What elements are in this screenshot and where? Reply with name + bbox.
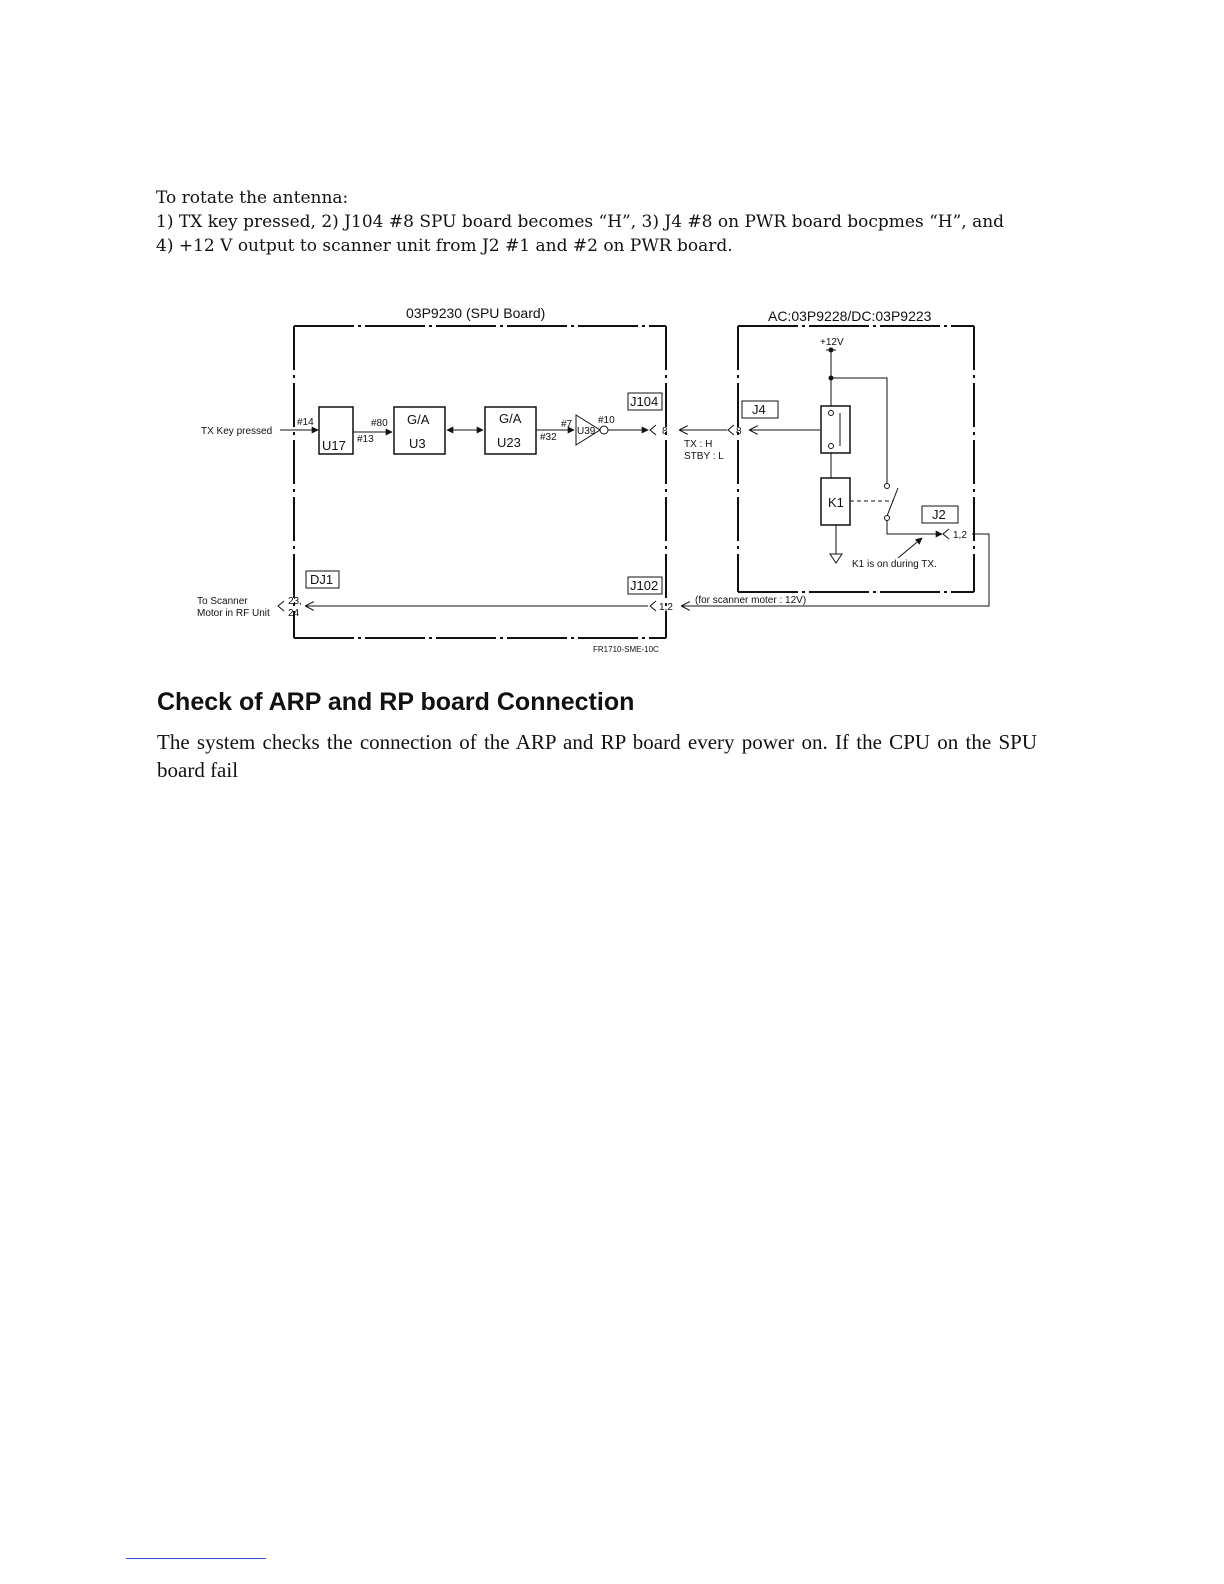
intro-line-2: 1) TX key pressed, 2) J104 #8 SPU board becomes “H”, 3) J4 #8 on PWR board bocpmes “H”, and	[156, 212, 1005, 232]
intro-line-3: 4) +12 V output to scanner unit from J2 #1 and #2 on PWR board.	[156, 236, 733, 256]
j2-pin-label: 1,2	[953, 530, 967, 541]
plus-12v-label: +12V	[820, 337, 844, 348]
u23-type-label: G/A	[499, 411, 522, 426]
k1-label: K1	[828, 495, 844, 510]
antenna-rotation-block-diagram	[0, 300, 1224, 660]
u39-inverter-bubble	[600, 426, 608, 434]
j2-label: J2	[932, 507, 946, 522]
pwr-board-title: AC:03P9228/DC:03P9223	[768, 308, 932, 324]
section-heading: Check of ARP and RP board Connection	[157, 688, 635, 716]
u3-label: U3	[409, 436, 426, 451]
pin-14-label: #14	[297, 417, 314, 428]
u17-label: U17	[322, 438, 346, 453]
figure-code: FR1710-SME-10C	[593, 645, 659, 654]
scanner-label-line-1: To Scanner	[197, 596, 248, 607]
footnote-rule	[126, 1558, 266, 1559]
j4-label: J4	[752, 402, 766, 417]
relay-block	[821, 406, 850, 453]
relay-contact-top	[829, 411, 834, 416]
pwr-board-frame	[738, 326, 974, 592]
j102-label: J102	[630, 578, 659, 593]
k1-switch-to-j2-line	[887, 520, 942, 534]
pin-7-label: #7	[561, 419, 573, 430]
tx-key-label: TX Key pressed	[201, 426, 273, 437]
dj1-pin-b-label: 24	[288, 608, 300, 619]
u39-label: U39	[577, 426, 596, 437]
pin-13-label: #13	[357, 434, 374, 445]
section-body: The system checks the connection of the ARP and RP board every power on. If the CPU on the SPU board fail	[157, 730, 1037, 782]
k1-switch-contact-top	[885, 484, 890, 489]
u3-type-label: G/A	[407, 412, 430, 427]
scanner-motor-note: (for scanner moter : 12V)	[695, 595, 807, 606]
spu-board-title: 03P9230 (SPU Board)	[406, 305, 546, 321]
scanner-label-line-2: Motor in RF Unit	[197, 608, 270, 619]
tx-state-label: TX : H	[684, 439, 713, 450]
j4-pin-label: 8	[736, 426, 742, 437]
j102-pin-label: 1,2	[659, 602, 673, 613]
k1-switch-blade	[887, 488, 898, 516]
ground-symbol	[830, 554, 842, 563]
k1-note: K1 is on during TX.	[852, 559, 937, 570]
j2-connector-arrow	[943, 529, 949, 539]
intro-line-1: To rotate the antenna:	[156, 188, 349, 208]
j104-connector-arrow	[650, 425, 656, 435]
k1-switch-contact-bottom	[885, 516, 890, 521]
pin-80-label: #80	[371, 418, 388, 429]
dj1-connector-arrow	[278, 601, 284, 611]
dj1-pin-a-label: 23,	[288, 596, 302, 607]
dj1-label: DJ1	[310, 572, 334, 587]
j102-connector-arrow	[650, 601, 656, 611]
u23-label: U23	[497, 435, 521, 450]
pin-32-label: #32	[540, 432, 557, 443]
relay-contact-bottom	[829, 444, 834, 449]
j4-connector-arrow	[728, 425, 734, 435]
stby-state-label: STBY : L	[684, 451, 724, 462]
k1-note-pointer	[898, 538, 922, 558]
j104-pin-label: 8	[662, 426, 668, 437]
j104-label: J104	[630, 394, 659, 409]
spu-board-frame	[294, 326, 666, 638]
pin-10-label: #10	[598, 415, 615, 426]
plus-12v-branch	[831, 378, 887, 483]
plus-12v-node-top	[829, 348, 834, 353]
intro-text	[156, 186, 1056, 258]
